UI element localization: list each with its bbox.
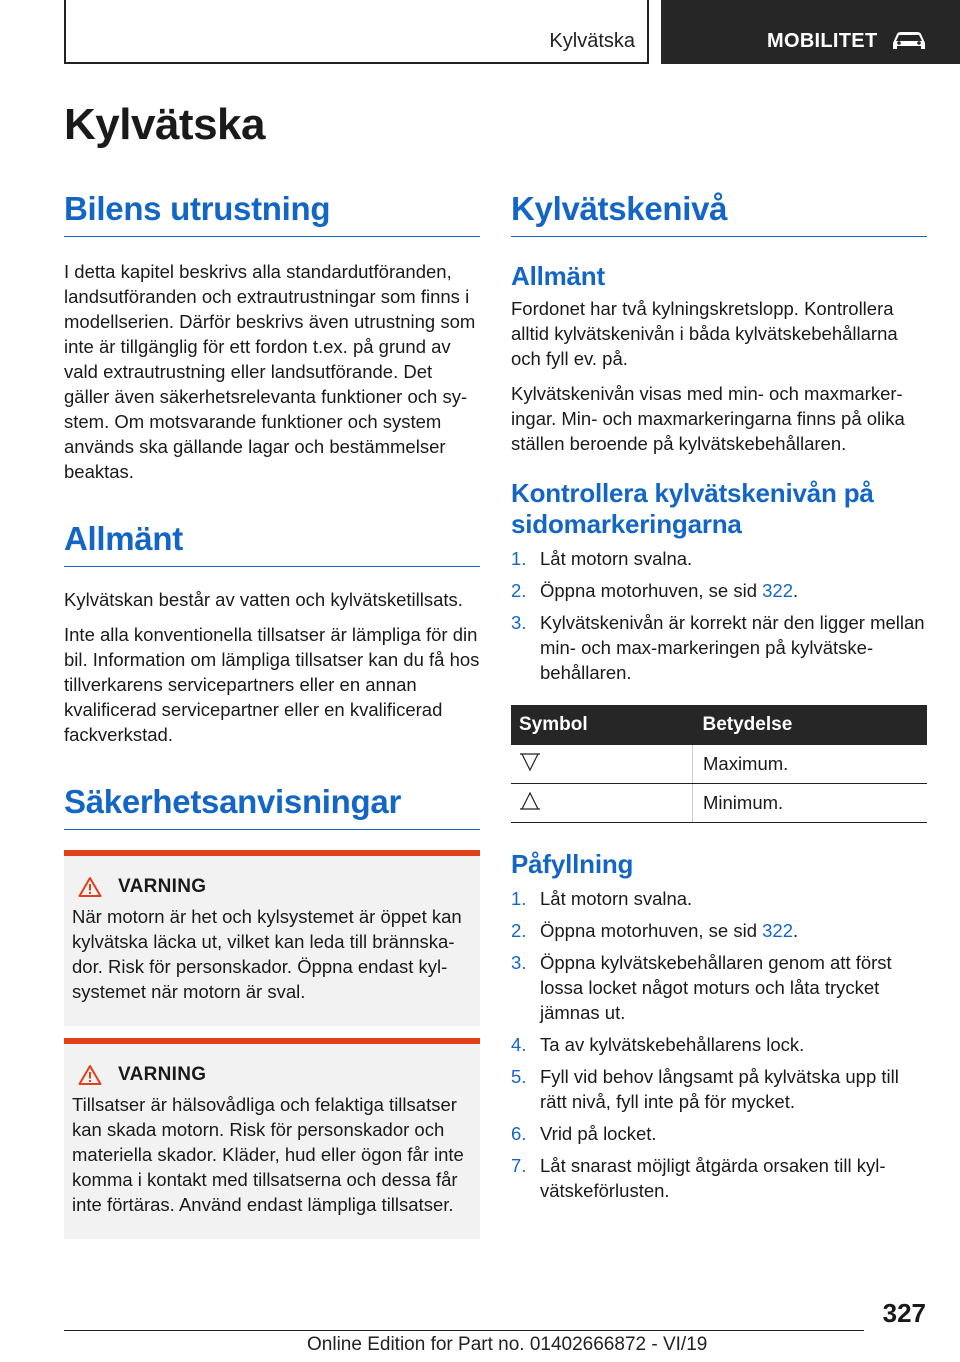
right-column [511,190,927,1210]
pafyllning-steps [511,886,927,1203]
footer-divider [64,1330,864,1331]
warning-text: Tillsatser är hälsovådliga och felaktiga tillsatser kan skada motorn. Risk för personskador och materiella skador. Kläder, hud eller ögon får inte komma i kontakt med tillsatserna och dessa får inte förtäras. Använd endast lämpliga tillsatser. [72,1094,464,1215]
table-cell-meaning: Minimum. [693,784,928,823]
section-title-sakerhetsanvisningar: Säkerhetsanvisningar [64,783,480,830]
list-item: 3. Kylvätskenivån är korrekt när den ligger mellan min- och max-markeringen på kylvätskebehållaren. [511,612,925,683]
max-mark-icon [519,752,541,772]
page-number: 327 [882,1298,926,1328]
section-body-bilens-utrustning: I detta kapitel beskrivs alla standardutföranden, landsutföranden och extrautrustningar som finns i modellserien. Därför beskrivs även utrustning som inte är tillgänglig för ett fordon t.ex. på grund av vald extrautrustning eller landsutförande. Det gäller även säkerhetsrelevanta funktioner och system. Om motsvarande funktioner och system används ska gällande lagar och bestämmelser beaktas. [64,261,476,482]
warning-box-2 [64,1038,480,1239]
table-cell-meaning: Maximum. [693,745,928,784]
list-item: 2. Öppna motorhuven, se sid 322. [511,920,799,941]
header-chapter-title: MOBILITET [767,30,878,52]
list-item: 3. Öppna kylvätskebehållaren genom att först lossa locket något moturs och låta trycket jämnas ut. [511,952,892,1023]
section-title-kylvatskeniva: Kylvätskenivå [511,190,927,237]
list-item: 5. Fyll vid behov långsamt på kylvätska upp till rätt nivå, fyll inte på för mycket. [511,1066,899,1112]
warning-text: När motorn är het och kylsystemet är öppet kan kylvätska läcka ut, vilket kan leda till brännskador. Risk för personskador. Öppna endast kylsystemet när motorn är sval. [72,906,462,1002]
list-item: 6. Vrid på locket. [511,1123,657,1144]
table-row [511,784,927,823]
warning-triangle-icon [78,1064,102,1086]
list-item: 7. Låt snarast möjligt åtgärda orsaken till kylvätskeförlusten. [511,1155,886,1201]
left-column [64,190,480,1239]
min-mark-icon [519,791,541,811]
section-title-allmant: Allmänt [64,520,480,567]
kylvatskeniva-paragraph-2: Kylvätskenivån visas med min- och maxmarkeringar. Min- och maxmarkeringarna finns på olika ställen beroende på kylvätskebehållaren. [511,383,905,454]
warning-label: VARNING [118,876,207,897]
subsection-title-pafyllning: Påfyllning [511,849,634,879]
table-header-betydelse: Betydelse [693,705,928,745]
page-title: Kylvätska [64,100,265,149]
footer-edition: Online Edition for Part no. 01402666872 - VI/19 [307,1334,708,1355]
list-item: 1. Låt motorn svalna. [511,548,693,569]
page-link[interactable]: 322 [762,580,794,601]
symbol-table [511,705,927,823]
subsection-title-kontrollera: Kontrollera kylvätskenivån på sidomarkeringarna [511,478,874,539]
header-chapter-tab [661,0,960,64]
table-header-symbol: Symbol [511,705,693,745]
section-title-bilens-utrustning: Bilens utrustning [64,190,480,237]
kylvatskeniva-paragraph-1: Fordonet har två kylningskretslopp. Kontrollera alltid kylvätskenivån i båda kylvätskebehållarna och fyll ev. på. [511,298,898,369]
warning-box-1 [64,850,480,1026]
header-section-title: Kylvätska [549,30,635,52]
warning-label: VARNING [118,1064,207,1085]
list-item: 2. Öppna motorhuven, se sid 322. [511,580,799,601]
kontroll-steps [511,546,927,685]
list-item: 4. Ta av kylvätskebehållarens lock. [511,1034,805,1055]
page-link[interactable]: 322 [762,920,794,941]
car-icon [889,29,929,53]
subsection-title-allmant: Allmänt [511,261,605,291]
allmant-paragraph-1: Kylvätskan består av vatten och kylvätsketillsats. [64,589,463,610]
warning-triangle-icon [78,876,102,898]
list-item: 1. Låt motorn svalna. [511,888,693,909]
table-row [511,745,927,784]
header-section-tab [64,0,649,64]
allmant-paragraph-2: Inte alla konventionella tillsatser är lämpliga för din bil. Information om lämpliga tillsatser kan du få hos tillverkarens servicepartners eller en annan kvalificerad servicepartner eller en kvalificerad fackverkstad. [64,624,480,745]
